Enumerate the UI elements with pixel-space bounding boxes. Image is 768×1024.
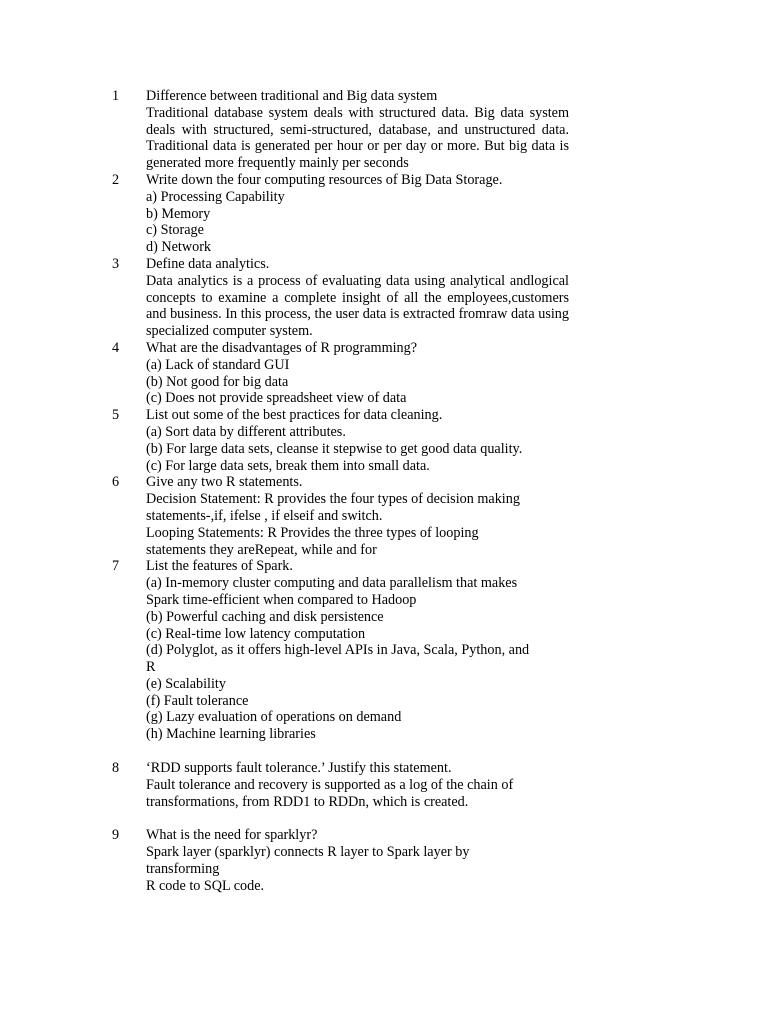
answer-line: d) Network [146,239,212,256]
question-text: ‘RDD supports fault tolerance.’ Justify this statement. [146,760,452,777]
qa-content [146,827,569,894]
answer-line: Looping Statements: R Provides the three types of looping [146,524,479,541]
question-text: Give any two R statements. [146,474,303,491]
answer-line: R [146,659,156,676]
answer-line: (g) Lazy evaluation of operations on demand [146,709,402,726]
answer-line: (f) Fault tolerance [146,692,249,709]
answer-line: statements they areRepeat, while and for [146,541,377,558]
answer-line: (a) Lack of standard GUI [146,356,290,373]
question-text: Define data analytics. [146,255,270,272]
qa-item-6 [0,474,768,558]
answer-line: (b) Powerful caching and disk persistence [146,608,384,625]
question-text: List the features of Spark. [146,558,293,575]
qa-content [146,340,569,407]
answer-line: (b) Not good for big data [146,373,289,390]
answer-line: Spark layer (sparklyr) connects R layer to Spark layer by [146,844,470,861]
question-number: 2 [112,171,120,188]
answer-line: (c) Real-time low latency computation [146,625,366,642]
answer-line: Fault tolerance and recovery is supported as a log of the chain of [146,776,514,793]
question-text: Write down the four computing resources of Big Data Storage. [146,171,503,188]
answer-line: statements-,if, ifelse , if elseif and switch. [146,507,383,524]
qa-item-8 [0,760,768,810]
answer-line: Spark time-efficient when compared to Hadoop [146,591,417,608]
question-text: List out some of the best practices for data cleaning. [146,407,443,424]
qa-content [146,474,569,558]
qa-item-5 [0,407,768,474]
spacer [0,810,768,827]
question-number: 4 [112,339,120,356]
answer-line: (h) Machine learning libraries [146,726,316,743]
qa-content [146,88,569,172]
answer-line: (c) Does not provide spreadsheet view of data [146,390,407,407]
question-text: What are the disadvantages of R programming? [146,339,418,356]
qa-item-4 [0,340,768,407]
answer-line: (b) For large data sets, cleanse it stepwise to get good data quality. [146,440,523,457]
answer-line: b) Memory [146,205,211,222]
qa-list [0,88,768,895]
qa-item-7 [0,558,768,743]
question-number: 6 [112,474,120,491]
qa-item-9 [0,827,768,894]
question-number: 8 [112,760,120,777]
answer-paragraph: Data analytics is a process of evaluating data using analytical andlogical concepts to examine a complete insight of all the employees,customers and business. In this process, the user data is extracted fromraw data using specialized computer system. [146,272,569,340]
question-number: 7 [112,558,120,575]
question-number: 3 [112,255,120,272]
answer-line: transformations, from RDD1 to RDDn, which is created. [146,793,469,810]
spacer [0,743,768,760]
qa-item-3 [0,256,768,340]
answer-line: a) Processing Capability [146,188,285,205]
answer-line: (a) In-memory cluster computing and data parallelism that makes [146,575,518,592]
qa-content [146,558,569,743]
qa-content [146,172,569,256]
answer-line: (a) Sort data by different attributes. [146,423,346,440]
question-number: 9 [112,827,120,844]
question-text: What is the need for sparklyr? [146,827,318,844]
qa-content [146,256,569,340]
answer-line: Decision Statement: R provides the four types of decision making [146,491,520,508]
answer-line: (c) For large data sets, break them into small data. [146,457,430,474]
answer-line: R code to SQL code. [146,877,265,894]
qa-content [146,407,569,474]
qa-content [146,760,569,810]
qa-item-1 [0,88,768,172]
answer-line: (e) Scalability [146,675,226,692]
question-text: Difference between traditional and Big data system [146,88,438,104]
qa-item-2 [0,172,768,256]
question-number: 5 [112,407,120,424]
answer-paragraph: Traditional database system deals with structured data. Big data system deals with structured, semi-structured, database, and unstructured data. Traditional data is generated per hour or per day or more. But big data is generated more frequently mainly per seconds [146,104,569,172]
answer-line: (d) Polyglot, as it offers high-level APIs in Java, Scala, Python, and [146,642,530,659]
answer-line: c) Storage [146,222,204,239]
question-number: 1 [112,88,120,104]
answer-line: transforming [146,861,220,878]
